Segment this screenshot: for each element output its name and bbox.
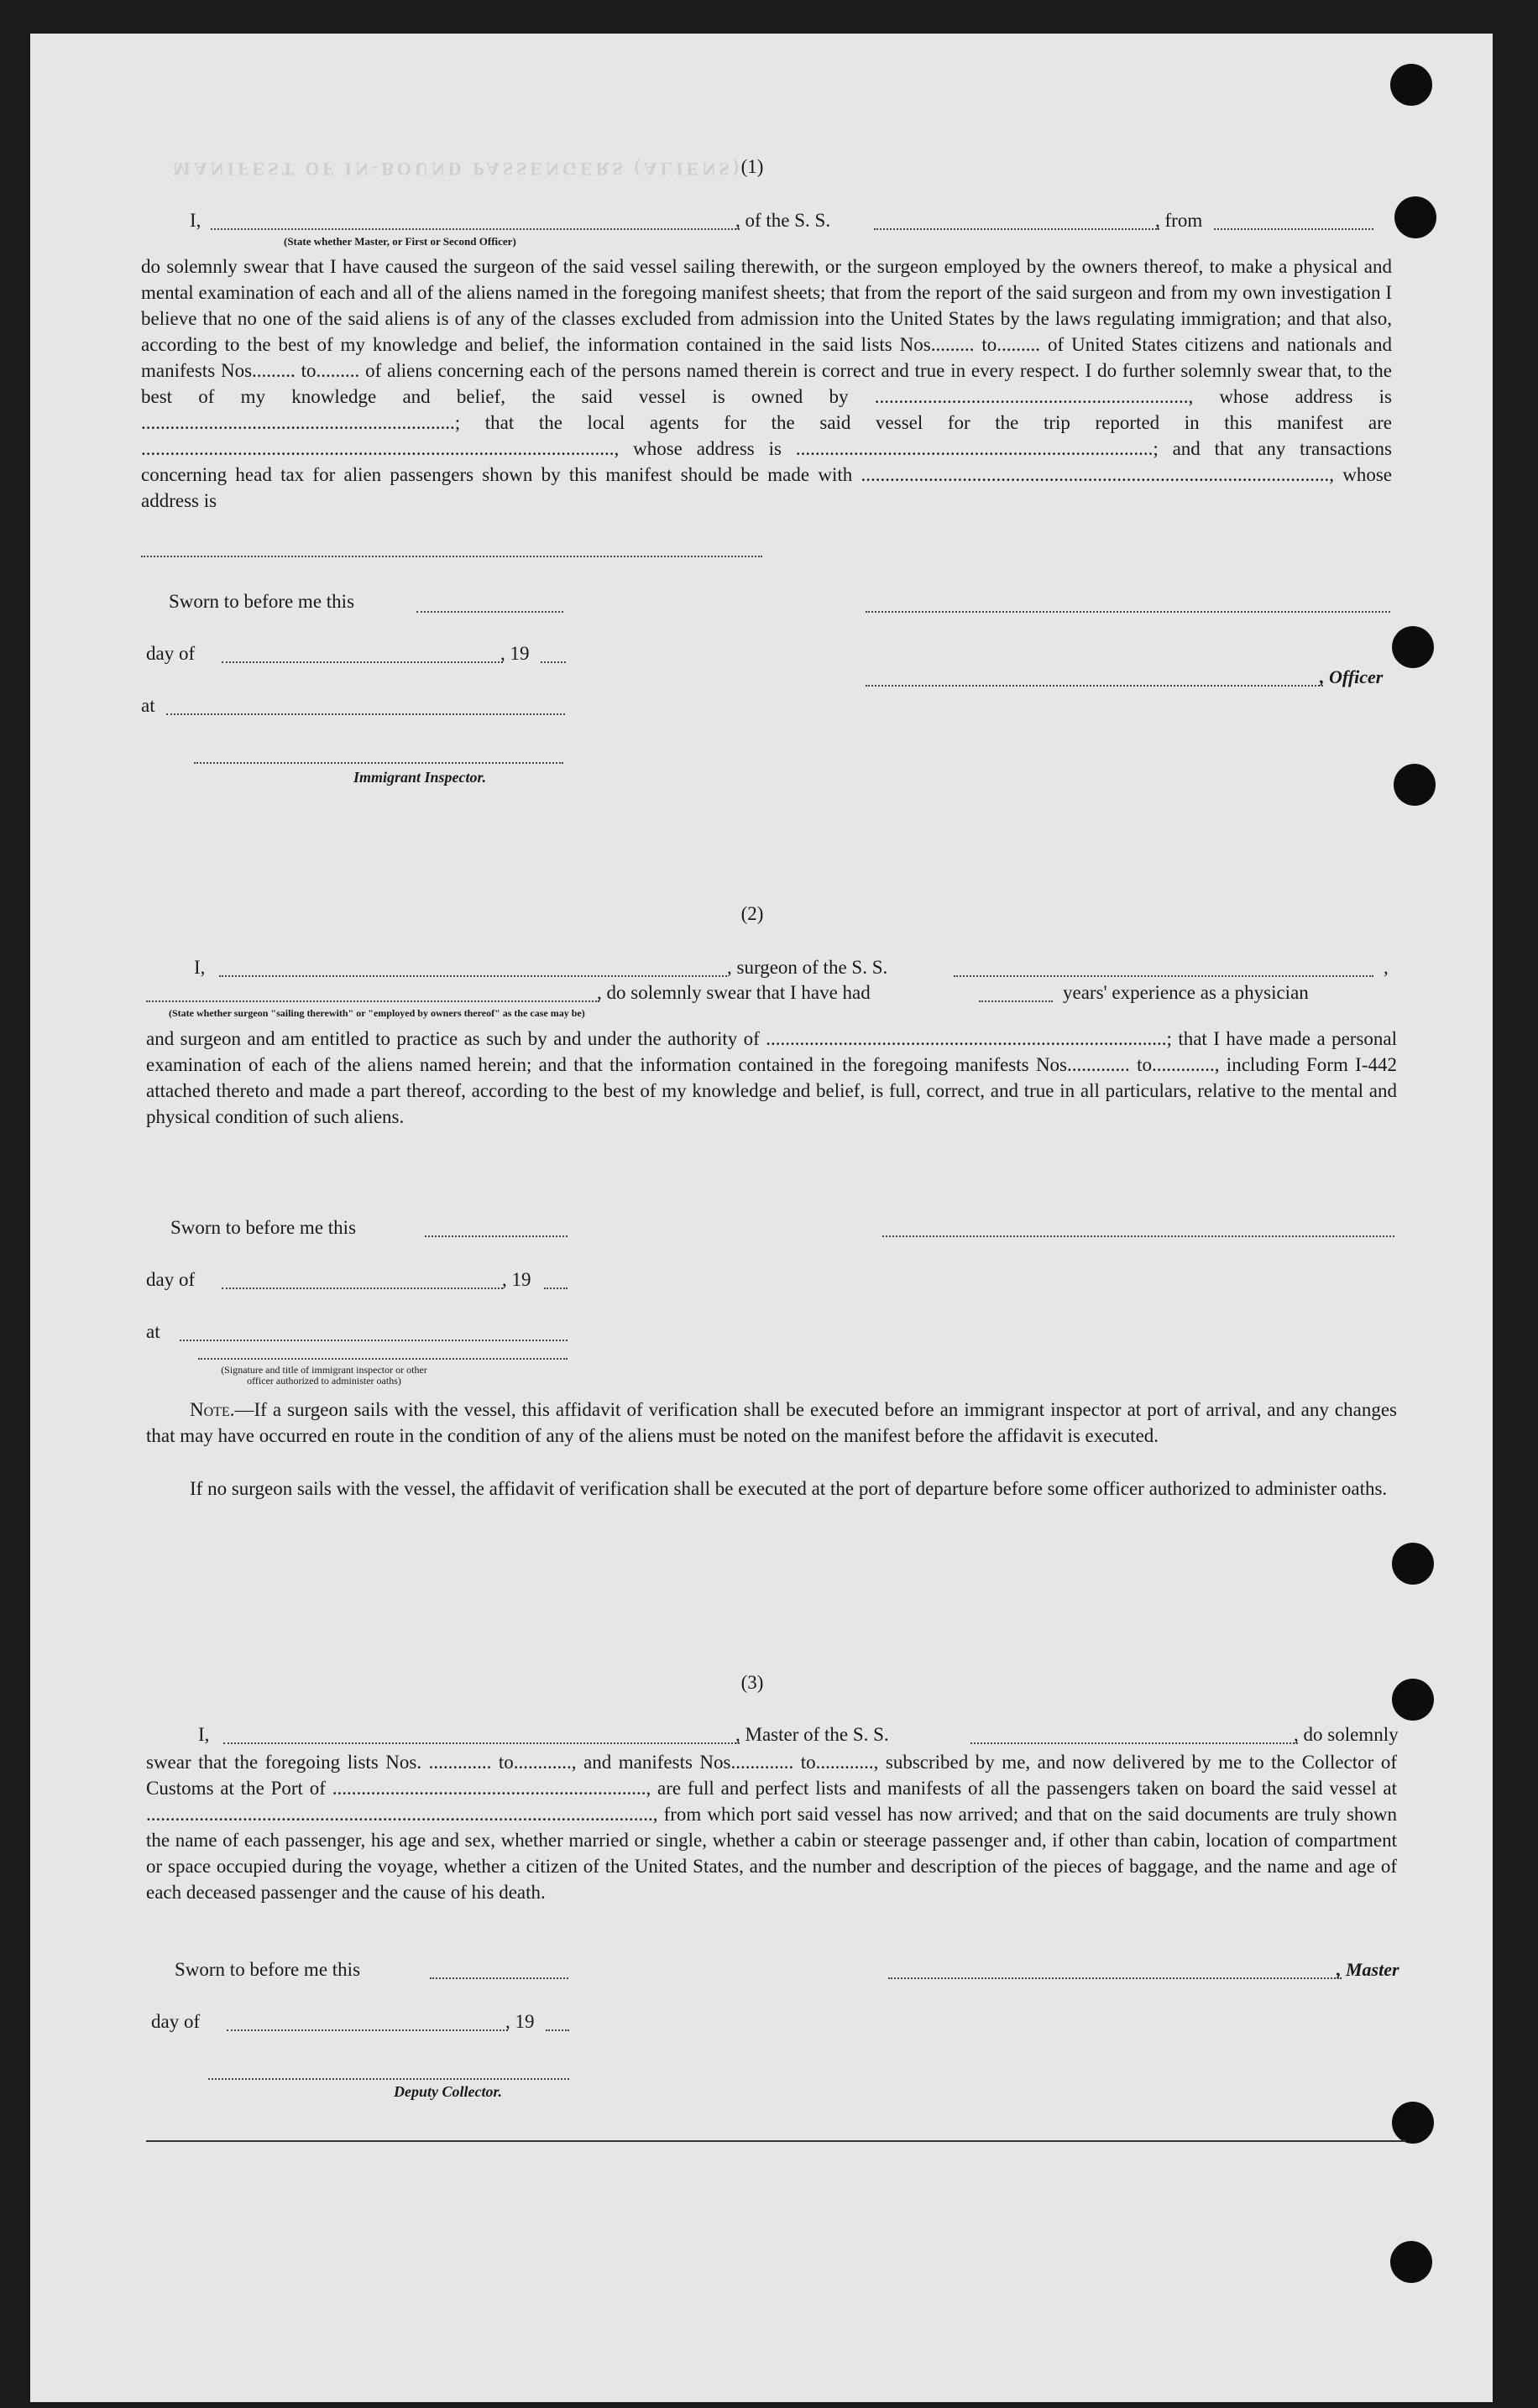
section1-sworn: Sworn to before me this [169, 591, 355, 612]
section-number-1: (1) [740, 156, 764, 177]
punch-hole [1394, 764, 1436, 806]
officer-signature-line-upper[interactable] [866, 611, 1390, 613]
section1-year: , 19 [500, 643, 530, 664]
surgeon-note: (State whether surgeon "sailing therewith" or "employed by owners thereof" as the case may be) [169, 1007, 585, 1019]
section2-sworn: Sworn to before me this [170, 1217, 357, 1238]
note-label: Note. [190, 1399, 235, 1420]
punch-hole [1390, 2241, 1432, 2283]
year-field-2[interactable] [544, 1288, 568, 1289]
sworn-day-field-3[interactable] [430, 1977, 568, 1979]
section2-surgeon: , surgeon of the S. S. [727, 957, 888, 978]
month-field-3[interactable] [227, 2029, 508, 2031]
section2-day-of: day of [146, 1269, 196, 1290]
note-text: —If a surgeon sails with the vessel, this affidavit of verification shall be executed before an immigrant inspector at port of arrival, and any changes that may have occurred en route in the condition of any of the aliens must be noted on the manifest before the affidavit is executed. [146, 1399, 1397, 1446]
no-surgeon-paragraph: If no surgeon sails with the vessel, the affidavit of verification shall be executed at the port of departure before some officer authorized to administer oaths. [190, 1478, 1388, 1499]
officer-signature-line[interactable] [866, 685, 1323, 687]
collector-label: Deputy Collector. [394, 2083, 502, 2100]
section1-i: I, [190, 210, 201, 231]
bleed-through-text: MANIFEST OF IN-BOUND PASSENGERS (ALIENS) [173, 159, 742, 180]
punch-hole [1392, 1543, 1434, 1585]
section1-at: at [141, 695, 155, 716]
vessel-name-field[interactable] [874, 228, 1159, 230]
master-name-field[interactable] [223, 1742, 740, 1744]
sworn-day-field[interactable] [416, 611, 563, 613]
surgeon-name-field[interactable] [219, 975, 727, 977]
surgeon-signature-line[interactable] [882, 1235, 1394, 1237]
month-field-2[interactable] [222, 1288, 503, 1289]
from-port-field[interactable] [1214, 228, 1373, 230]
section-number-3: (3) [740, 1672, 764, 1693]
section3-day-of: day of [151, 2011, 201, 2032]
officer-name-field[interactable] [211, 228, 740, 230]
punch-hole [1392, 626, 1434, 668]
officer-label: , Officer [1320, 666, 1384, 687]
year-field[interactable] [541, 661, 566, 663]
punch-hole [1390, 64, 1432, 106]
punch-hole [1392, 1679, 1434, 1721]
month-field[interactable] [222, 661, 503, 663]
master-vessel-field[interactable] [970, 1742, 1298, 1744]
section2-at: at [146, 1321, 160, 1342]
place-field-2[interactable] [180, 1340, 568, 1341]
inspector-signature-line[interactable] [194, 762, 563, 764]
section3-master: , Master of the S. S. [735, 1724, 889, 1745]
section2-i: I, [194, 957, 206, 978]
affidavit-page [30, 34, 1493, 2402]
section3-year: , 19 [505, 2011, 535, 2032]
year-field-3[interactable] [546, 2029, 569, 2031]
section1-from: , from [1155, 210, 1203, 231]
section3-i: I, [198, 1724, 210, 1745]
section3-sworn: Sworn to before me this [175, 1959, 361, 1980]
section1-day-of: day of [146, 643, 196, 664]
section2-comma: , [1384, 957, 1389, 978]
section2-body: and surgeon and am entitled to practice as such by and under the authority of ...................................................................................; that I have made a personal examination of each of the aliens named herein; and that the information contained in the foregoing manifests Nos............. to............., including Form I-442 attached thereto and made a part thereof, according to the best of my knowledge and belief, is full, correct, and true in all particulars, relative to the mental and physical condition of such aliens. [146, 1028, 1397, 1127]
years-experience-field[interactable] [979, 1000, 1053, 1002]
signature-note: (Signature and title of immigrant inspector or other officer authorized to administer oaths) [221, 1364, 427, 1387]
section1-body: do solemnly swear that I have caused the surgeon of the said vessel sailing therewith, or the surgeon employed by the owners thereof, to make a physical and mental examination of each and all of the aliens named in the foregoing manifest sheets; that from the report of the said surgeon and from my own investigation I believe that no one of the said aliens is of any of the classes excluded from admission into the United States by the laws regulating immigration; and that also, according to the best of my knowledge and belief, the information contained in the said lists Nos......... to......... of United States citizens and nationals and manifests Nos......... to......... of aliens concerning each of the persons named therein is correct and true in every respect. I do further solemnly swear that, to the best of my knowledge and belief, the said vessel is owned by ................................................................., whose address is .................................................................; that the local agents for the said vessel for the trip reported in this manifest are .................................................................................................., whose address is ..........................................................................; and that any transactions concerning head tax for alien passengers shown by this manifest should be made with ................................................................................................., whose address is [141, 256, 1392, 511]
master-signature-line[interactable] [888, 1977, 1342, 1979]
officer-note: (State whether Master, or First or Second Officer) [284, 235, 516, 248]
surgeon-name-field-2[interactable] [146, 1000, 599, 1002]
section3-body: swear that the foregoing lists Nos. ............. to............, and manifests Nos............. to............, subscribed by me, and now delivered by me to the Collector of Customs at the Port of ................................................................., are full and perfect lists and manifests of all the passengers taken on board the said vessel at ........................................................................................................., from which port said vessel has now arrived; and that on the said documents are truly shown the name of each passenger, his age and sex, whether married or single, whether a cabin or steerage passenger and, if other than cabin, location of compartment or space occupied during the voyage, whether a citizen of the United States, and the number and description of the pieces of baggage, and the name and age of each deceased passenger and the cause of his death. [146, 1752, 1397, 1903]
section1-of-ss: , of the S. S. [735, 210, 831, 231]
sworn-day-field-2[interactable] [425, 1235, 568, 1237]
surgeon-vessel-field[interactable] [954, 975, 1373, 977]
oath-officer-signature-line[interactable] [198, 1358, 568, 1360]
section2-year: , 19 [502, 1269, 531, 1290]
master-label: , Master [1337, 1959, 1399, 1980]
punch-hole [1392, 2102, 1434, 2144]
collector-signature-line[interactable] [208, 2078, 569, 2080]
surgeon-note-paragraph [146, 1397, 1397, 1449]
section3-swear: , do solemnly [1294, 1724, 1399, 1745]
place-field[interactable] [166, 713, 565, 715]
section2-years: years' experience as a physician [1063, 982, 1309, 1003]
punch-hole [1394, 196, 1436, 238]
section2-swear: , do solemnly swear that I have had [597, 982, 871, 1003]
bottom-rule [146, 2140, 1405, 2142]
inspector-label: Immigrant Inspector. [353, 769, 487, 786]
section-number-2: (2) [740, 903, 764, 924]
address-continuation-field[interactable] [141, 556, 762, 557]
